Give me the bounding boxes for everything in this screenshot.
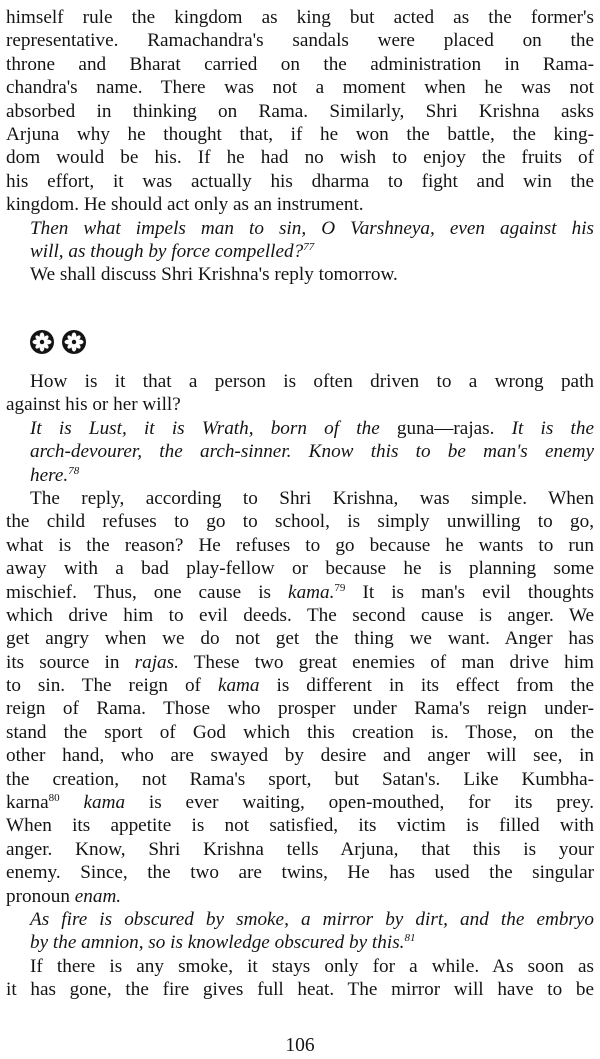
text-line: representative. Ramachandra's sandals were placed on the — [6, 30, 594, 52]
footnote-ref: 80 — [48, 792, 60, 805]
text-run: its source in — [6, 651, 135, 673]
italic-term: kama — [217, 675, 260, 697]
text-line: absorbed in thinking on Rama. Similarly, Shri Krishna asks — [6, 100, 594, 122]
text-line: the child refuses to go to school, is simply unwilling to go, — [6, 511, 594, 533]
italic-term: rajas. — [134, 651, 179, 673]
text-line: himself rule the kingdom as king but acted as the former's — [6, 7, 594, 28]
text-line — [0, 791, 600, 814]
verse-quote-line — [0, 464, 600, 487]
verse-quote-line — [0, 217, 600, 240]
section-divider-ornament — [30, 330, 86, 356]
text-line: get angry when we do not get the thing we want. Anger has — [6, 628, 594, 650]
text-line: the creation, not Rama's sport, but Satan's. Like Kumbha- — [6, 768, 594, 790]
text-line: If there is any smoke, it stays only for a while. As soon as — [30, 955, 594, 977]
text-run: It is man's evil thoughts — [345, 581, 594, 603]
text-line: kingdom. He should act only as an instrument. — [6, 194, 364, 216]
text-line: his effort, it was actually his dharma to fight and win the — [6, 170, 594, 192]
text-line — [0, 885, 600, 908]
text-run: is different in its effect from the — [259, 675, 594, 697]
text-line: When its appetite is not satisfied, its victim is filled with — [6, 815, 594, 837]
footnote-ref: 79 — [334, 581, 346, 594]
verse-quote-line: arch-devourer, the arch-sinner. Know this to be man's enemy — [30, 441, 594, 463]
text-line: How is it that a person is often driven to a wrong path — [30, 371, 594, 392]
text-line: enemy. Since, the two are twins, He has used the singular — [6, 862, 594, 884]
closing-line: We shall discuss Shri Krishna's reply tomorrow. — [30, 264, 398, 286]
italic-term: kama — [83, 792, 126, 814]
text-run: pronoun — [6, 885, 75, 907]
text-run: These two great enemies of man drive him — [178, 651, 594, 673]
flower-ornament-icon — [30, 330, 54, 354]
text-line: which drive him to evil deeds. The second cause is anger. We — [6, 604, 594, 626]
text-run: to sin. The reign of — [6, 675, 218, 697]
text-line: it has gone, the fire gives full heat. The mirror will have to be — [6, 979, 594, 1001]
italic-term: kama. — [288, 581, 335, 603]
verse-quote-line — [0, 240, 600, 263]
text-line: Arjuna why he thought that, if he won the battle, the king- — [6, 123, 594, 145]
text-line: The reply, according to Shri Krishna, was simple. When — [30, 487, 594, 509]
text-line: away with a bad play-fellow or because he is planning some — [6, 558, 594, 580]
text-line: other hand, who are swayed by desire and anger will see, in — [6, 745, 594, 767]
text-line: anger. Know, Shri Krishna tells Arjuna, that this is your — [6, 838, 594, 860]
footnote-ref: 81 — [404, 932, 416, 945]
text-line: what is the reason? He refuses to go because he wants to run — [6, 534, 594, 556]
text-line — [0, 581, 600, 604]
page-number: 106 — [285, 1035, 315, 1056]
top-paragraph — [0, 6, 600, 287]
verse-text: by the amnion, so is knowledge obscured by this. — [30, 932, 405, 954]
verse-quote-line — [0, 931, 600, 954]
verse-text: It is Lust, it is Wrath, born of the — [30, 417, 397, 439]
footnote-ref: 78 — [68, 464, 80, 477]
text-run: is ever waiting, open-mouthed, for its prey. — [125, 792, 594, 814]
text-run: mischief. Thus, one cause is — [6, 581, 289, 603]
text-line: stand the sport of God which this creation is. Those, on the — [6, 721, 594, 743]
text-line: dom would be his. If he had no wish to enjoy the fruits of — [6, 147, 594, 169]
text-line: chandra's name. There was not a moment when he was not — [6, 77, 594, 99]
footnote-ref: 77 — [303, 240, 315, 253]
italic-term: enam. — [74, 885, 122, 907]
verse-term: guna—rajas. — [396, 417, 495, 439]
verse-quote-line: As fire is obscured by smoke, a mirror by dirt, and the embryo — [30, 908, 594, 930]
text-run — [60, 792, 84, 813]
text-line: reign of Rama. Those who prosper under Rama's reign under- — [6, 698, 594, 720]
second-section — [0, 370, 600, 1002]
text-line — [0, 674, 600, 697]
verse-text: will, as though by force compelled? — [30, 240, 304, 262]
text-line — [0, 651, 600, 674]
text-line: throne and Bharat carried on the administration in Rama- — [6, 53, 594, 75]
text-line: against his or her will? — [6, 394, 181, 416]
text-run: karna — [6, 792, 49, 814]
verse-text: Then what impels man to sin, O Varshneya, even against his — [30, 217, 594, 239]
verse-text: here. — [30, 464, 69, 486]
verse-quote-line — [0, 417, 600, 440]
flower-ornament-icon — [62, 330, 86, 354]
verse-text: It is the — [494, 417, 594, 439]
